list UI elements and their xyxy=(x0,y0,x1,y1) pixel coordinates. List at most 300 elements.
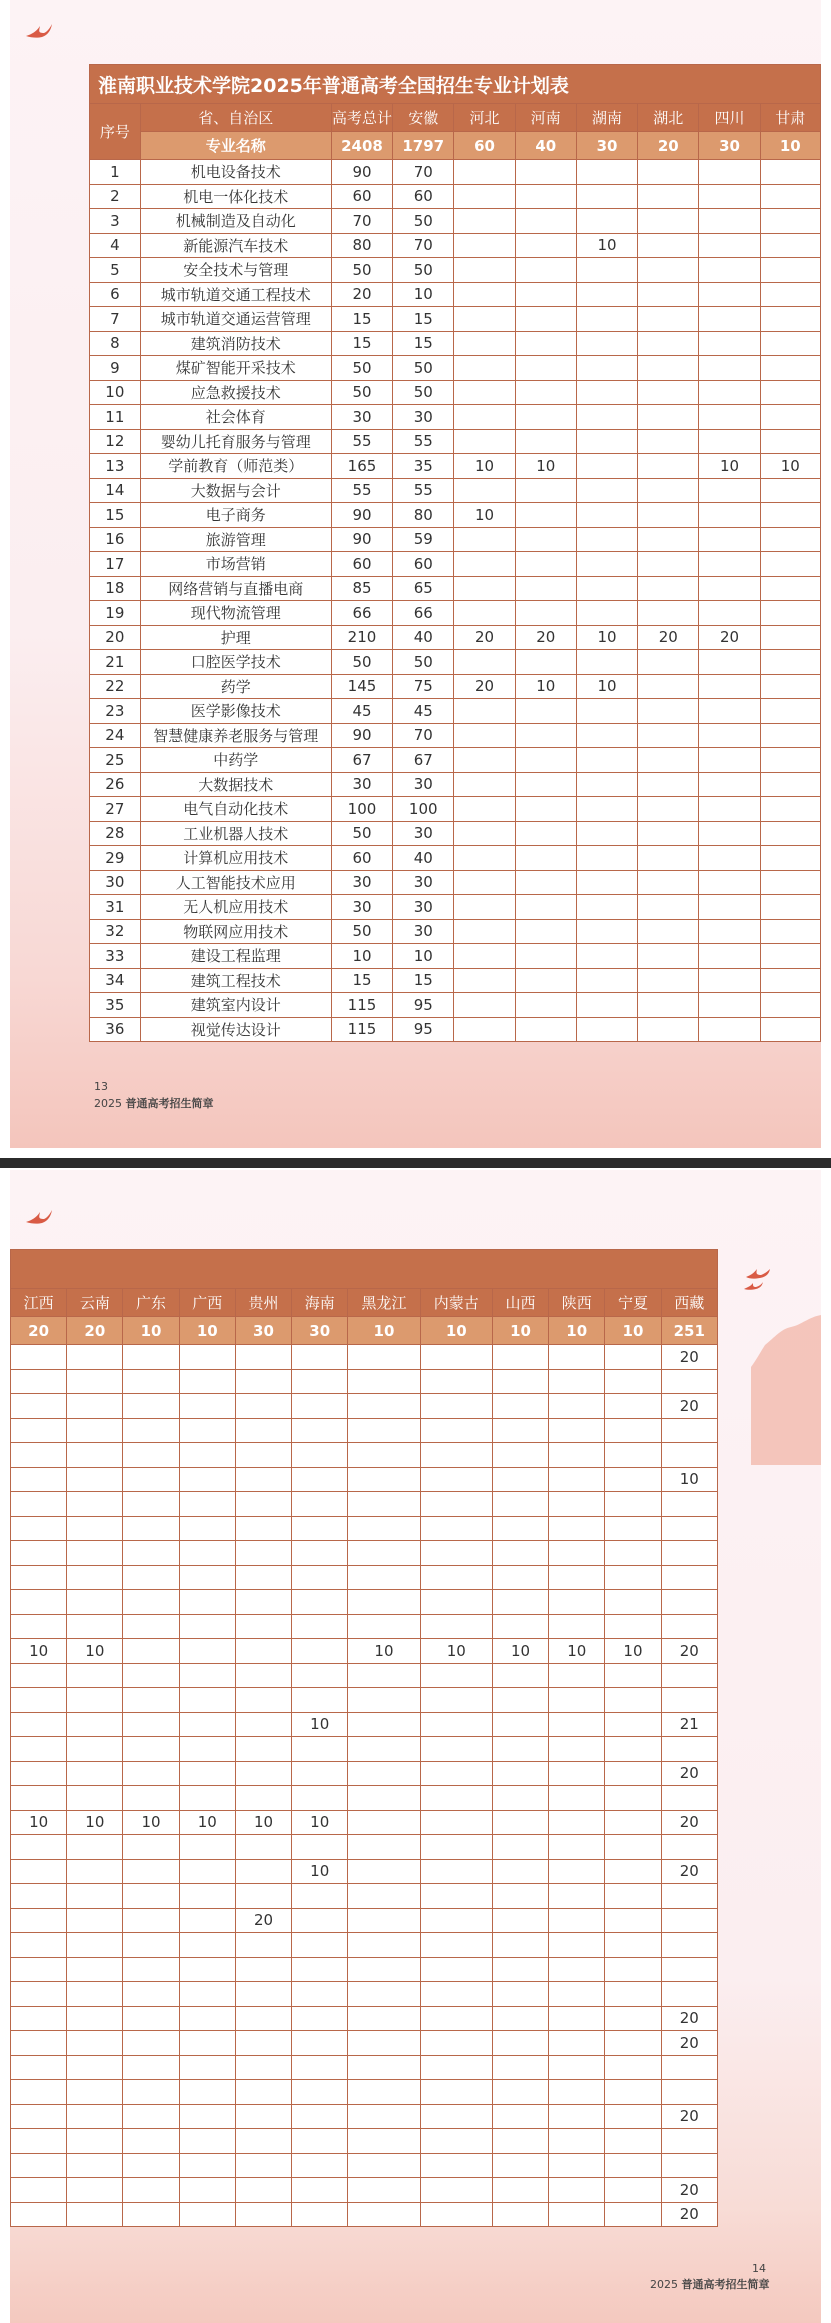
quota-cell xyxy=(179,2178,235,2203)
province-total: 30 xyxy=(292,1317,348,1345)
table-row xyxy=(11,1835,718,1860)
quota-cell: 50 xyxy=(331,821,392,846)
quota-cell xyxy=(292,1492,348,1517)
quota-cell xyxy=(123,1957,179,1982)
quota-cell xyxy=(11,1859,67,1884)
quota-cell xyxy=(11,1835,67,1860)
quota-cell: 20 xyxy=(661,1345,717,1370)
table-row xyxy=(11,1712,718,1737)
table-row xyxy=(11,2080,718,2105)
quota-cell xyxy=(576,160,637,185)
quota-cell xyxy=(67,2104,123,2129)
quota-cell xyxy=(760,895,820,920)
quota-cell xyxy=(515,576,576,601)
quota-cell: 30 xyxy=(393,772,454,797)
quota-cell xyxy=(420,1541,492,1566)
quota-cell: 10 xyxy=(393,944,454,969)
quota-cell xyxy=(699,503,760,528)
quota-cell xyxy=(235,2178,291,2203)
footer-caption xyxy=(94,1095,214,1111)
quota-cell xyxy=(549,2153,605,2178)
quota-cell xyxy=(661,1541,717,1566)
quota-cell xyxy=(11,2006,67,2031)
quota-cell xyxy=(760,209,820,234)
quota-cell: 10 xyxy=(235,1810,291,1835)
table-row xyxy=(11,2055,718,2080)
major-name: 医学影像技术 xyxy=(140,699,331,724)
table-row xyxy=(90,160,821,185)
quota-cell xyxy=(576,650,637,675)
province-col-header: 海南 xyxy=(292,1289,348,1317)
quota-cell xyxy=(292,2104,348,2129)
quota-cell xyxy=(420,1492,492,1517)
quota-cell xyxy=(605,2129,661,2154)
quota-cell xyxy=(235,1761,291,1786)
table-row xyxy=(11,1541,718,1566)
quota-cell: 70 xyxy=(393,160,454,185)
quota-cell: 50 xyxy=(331,356,392,381)
quota-cell xyxy=(699,307,760,332)
province-total: 1797 xyxy=(393,132,454,160)
quota-cell xyxy=(699,1017,760,1042)
quota-cell xyxy=(515,723,576,748)
quota-cell xyxy=(11,1712,67,1737)
quota-cell: 50 xyxy=(331,258,392,283)
quota-cell xyxy=(760,846,820,871)
quota-cell xyxy=(661,1884,717,1909)
quota-cell xyxy=(638,503,699,528)
province-col-header: 内蒙古 xyxy=(420,1289,492,1317)
quota-cell xyxy=(549,1394,605,1419)
quota-cell xyxy=(11,1541,67,1566)
table-row xyxy=(90,821,821,846)
quota-cell xyxy=(123,1737,179,1762)
quota-cell xyxy=(515,552,576,577)
quota-cell xyxy=(420,1590,492,1615)
row-number: 6 xyxy=(90,282,141,307)
quota-cell: 10 xyxy=(11,1810,67,1835)
quota-cell xyxy=(235,2104,291,2129)
quota-cell xyxy=(179,2104,235,2129)
major-name: 视觉传达设计 xyxy=(140,1017,331,1042)
quota-cell xyxy=(348,1565,420,1590)
quota-cell xyxy=(638,797,699,822)
major-name: 应急救援技术 xyxy=(140,380,331,405)
quota-cell xyxy=(348,1982,420,2007)
quota-cell xyxy=(179,1565,235,1590)
province-header: 省、自治区 xyxy=(140,104,331,132)
quota-cell xyxy=(179,1394,235,1419)
quota-cell xyxy=(123,1614,179,1639)
quota-cell xyxy=(661,1492,717,1517)
quota-cell: 10 xyxy=(11,1639,67,1664)
quota-cell xyxy=(492,1590,548,1615)
quota-cell xyxy=(605,1982,661,2007)
quota-cell xyxy=(348,1369,420,1394)
quota-cell xyxy=(549,1663,605,1688)
quota-cell xyxy=(515,821,576,846)
table-row xyxy=(11,1369,718,1394)
quota-cell xyxy=(11,1369,67,1394)
quota-cell xyxy=(638,968,699,993)
quota-cell xyxy=(123,1908,179,1933)
quota-cell xyxy=(292,2178,348,2203)
quota-cell xyxy=(515,356,576,381)
quota-cell xyxy=(549,2006,605,2031)
quota-cell: 20 xyxy=(661,2178,717,2203)
quota-cell: 20 xyxy=(661,1639,717,1664)
quota-cell xyxy=(760,723,820,748)
quota-cell xyxy=(515,429,576,454)
quota-cell xyxy=(292,1663,348,1688)
quota-cell xyxy=(420,1369,492,1394)
quota-cell xyxy=(515,993,576,1018)
quota-cell: 20 xyxy=(454,674,515,699)
quota-cell xyxy=(235,1492,291,1517)
table-row xyxy=(11,1418,718,1443)
quota-cell xyxy=(123,2080,179,2105)
quota-cell xyxy=(699,674,760,699)
quota-cell xyxy=(605,1688,661,1713)
crane-bird-icon xyxy=(24,20,54,44)
quota-cell xyxy=(348,1345,420,1370)
quota-cell xyxy=(67,2202,123,2227)
quota-cell: 66 xyxy=(331,601,392,626)
quota-cell xyxy=(605,1345,661,1370)
quota-cell xyxy=(348,2080,420,2105)
province-total: 2408 xyxy=(331,132,392,160)
quota-cell xyxy=(549,1957,605,1982)
table-row xyxy=(90,846,821,871)
quota-cell xyxy=(348,1418,420,1443)
major-name: 现代物流管理 xyxy=(140,601,331,626)
major-name: 智慧健康养老服务与管理 xyxy=(140,723,331,748)
quota-cell xyxy=(760,552,820,577)
quota-cell xyxy=(420,1565,492,1590)
row-number: 9 xyxy=(90,356,141,381)
quota-cell xyxy=(661,1957,717,1982)
quota-cell xyxy=(67,1394,123,1419)
quota-cell xyxy=(292,1369,348,1394)
quota-cell xyxy=(492,2104,548,2129)
row-number: 7 xyxy=(90,307,141,332)
quota-cell xyxy=(576,772,637,797)
quota-cell xyxy=(760,258,820,283)
table-row xyxy=(11,1810,718,1835)
row-number: 19 xyxy=(90,601,141,626)
quota-cell xyxy=(515,160,576,185)
table-row xyxy=(90,1017,821,1042)
quota-cell xyxy=(576,429,637,454)
page-divider xyxy=(0,1158,831,1168)
quota-cell xyxy=(515,601,576,626)
province-col-header: 广西 xyxy=(179,1289,235,1317)
quota-cell xyxy=(576,405,637,430)
quota-cell xyxy=(67,2153,123,2178)
quota-cell: 30 xyxy=(393,870,454,895)
row-number: 27 xyxy=(90,797,141,822)
quota-cell xyxy=(699,282,760,307)
quota-cell xyxy=(549,1761,605,1786)
quota-cell xyxy=(549,1982,605,2007)
quota-cell: 21 xyxy=(661,1712,717,1737)
table-row xyxy=(90,919,821,944)
major-name: 药学 xyxy=(140,674,331,699)
quota-cell xyxy=(179,2129,235,2154)
table-row xyxy=(90,258,821,283)
quota-cell xyxy=(549,1884,605,1909)
quota-cell xyxy=(420,1345,492,1370)
quota-cell: 115 xyxy=(331,1017,392,1042)
quota-cell xyxy=(67,1688,123,1713)
quota-cell xyxy=(638,356,699,381)
major-name: 口腔医学技术 xyxy=(140,650,331,675)
quota-cell xyxy=(348,1810,420,1835)
row-number: 31 xyxy=(90,895,141,920)
quota-cell xyxy=(699,919,760,944)
table-row xyxy=(90,380,821,405)
table-row xyxy=(90,723,821,748)
quota-cell xyxy=(699,184,760,209)
quota-cell xyxy=(605,1443,661,1468)
quota-cell: 45 xyxy=(393,699,454,724)
quota-cell xyxy=(11,2178,67,2203)
quota-cell xyxy=(661,1835,717,1860)
quota-cell: 10 xyxy=(492,1639,548,1664)
major-name: 工业机器人技术 xyxy=(140,821,331,846)
quota-cell xyxy=(454,601,515,626)
footer-year: 2025 xyxy=(94,1097,122,1110)
quota-cell xyxy=(549,2104,605,2129)
quota-cell xyxy=(549,1467,605,1492)
quota-cell xyxy=(348,2153,420,2178)
quota-cell: 90 xyxy=(331,723,392,748)
quota-cell xyxy=(576,356,637,381)
province-total: 10 xyxy=(420,1317,492,1345)
quota-cell: 67 xyxy=(331,748,392,773)
quota-cell xyxy=(235,2080,291,2105)
quota-cell xyxy=(760,674,820,699)
quota-cell xyxy=(492,1884,548,1909)
quota-cell xyxy=(760,380,820,405)
quota-cell xyxy=(454,748,515,773)
quota-cell xyxy=(292,1908,348,1933)
province-total: 10 xyxy=(549,1317,605,1345)
row-number: 5 xyxy=(90,258,141,283)
quota-cell xyxy=(549,1737,605,1762)
quota-cell xyxy=(492,1810,548,1835)
footer-text: 普通高考招生简章 xyxy=(681,2278,770,2291)
quota-cell xyxy=(515,527,576,552)
quota-cell xyxy=(576,993,637,1018)
quota-cell xyxy=(292,2031,348,2056)
quota-cell xyxy=(760,821,820,846)
quota-cell xyxy=(420,2006,492,2031)
quota-cell xyxy=(515,699,576,724)
quota-cell xyxy=(348,1712,420,1737)
quota-cell xyxy=(235,1884,291,1909)
quota-cell xyxy=(235,1394,291,1419)
quota-cell xyxy=(576,282,637,307)
quota-cell xyxy=(492,1688,548,1713)
quota-cell xyxy=(123,1663,179,1688)
quota-cell xyxy=(454,968,515,993)
quota-cell xyxy=(549,1688,605,1713)
quota-cell xyxy=(454,1017,515,1042)
quota-cell xyxy=(760,968,820,993)
quota-cell xyxy=(454,576,515,601)
table-row xyxy=(11,1786,718,1811)
quota-cell xyxy=(760,993,820,1018)
province-total: 10 xyxy=(605,1317,661,1345)
quota-cell xyxy=(605,1957,661,1982)
quota-cell: 20 xyxy=(661,1394,717,1419)
quota-cell xyxy=(348,1908,420,1933)
quota-cell xyxy=(348,1541,420,1566)
row-number: 23 xyxy=(90,699,141,724)
quota-cell xyxy=(492,1516,548,1541)
quota-cell xyxy=(549,2031,605,2056)
quota-cell xyxy=(760,282,820,307)
quota-cell xyxy=(67,1492,123,1517)
quota-cell: 10 xyxy=(760,454,820,479)
quota-cell xyxy=(549,1345,605,1370)
major-name: 安全技术与管理 xyxy=(140,258,331,283)
quota-cell xyxy=(605,1712,661,1737)
row-number: 35 xyxy=(90,993,141,1018)
table-row xyxy=(11,2006,718,2031)
quota-cell xyxy=(454,772,515,797)
quota-cell xyxy=(420,1786,492,1811)
table-row xyxy=(90,576,821,601)
quota-cell xyxy=(549,2129,605,2154)
quota-cell xyxy=(67,1443,123,1468)
table-row xyxy=(90,454,821,479)
quota-cell xyxy=(179,1516,235,1541)
quota-cell: 115 xyxy=(331,993,392,1018)
quota-cell xyxy=(179,1345,235,1370)
quota-cell xyxy=(515,846,576,871)
quota-cell xyxy=(292,1688,348,1713)
quota-cell: 70 xyxy=(393,723,454,748)
table-row xyxy=(90,699,821,724)
quota-cell xyxy=(515,282,576,307)
quota-cell xyxy=(699,821,760,846)
quota-cell xyxy=(515,650,576,675)
quota-cell: 59 xyxy=(393,527,454,552)
major-name: 婴幼儿托育服务与管理 xyxy=(140,429,331,454)
quota-cell xyxy=(420,2055,492,2080)
quota-cell xyxy=(235,1467,291,1492)
quota-cell xyxy=(699,846,760,871)
quota-cell xyxy=(123,1712,179,1737)
table-row xyxy=(90,993,821,1018)
quota-cell xyxy=(420,1810,492,1835)
quota-cell xyxy=(576,723,637,748)
quota-cell xyxy=(67,1957,123,1982)
row-number: 18 xyxy=(90,576,141,601)
quota-cell xyxy=(67,2129,123,2154)
quota-cell: 40 xyxy=(393,846,454,871)
quota-cell xyxy=(638,821,699,846)
quota-cell xyxy=(515,503,576,528)
quota-cell: 35 xyxy=(393,454,454,479)
quota-cell xyxy=(420,1933,492,1958)
quota-cell xyxy=(292,1541,348,1566)
quota-cell xyxy=(348,2055,420,2080)
row-number: 29 xyxy=(90,846,141,871)
table-row xyxy=(11,2129,718,2154)
quota-cell: 10 xyxy=(515,454,576,479)
quota-cell xyxy=(235,1835,291,1860)
quota-cell xyxy=(420,2153,492,2178)
table-row xyxy=(90,503,821,528)
quota-cell xyxy=(11,1565,67,1590)
quota-cell: 15 xyxy=(393,331,454,356)
quota-cell xyxy=(576,552,637,577)
quota-cell xyxy=(699,429,760,454)
quota-cell: 40 xyxy=(393,625,454,650)
quota-cell xyxy=(605,1394,661,1419)
quota-cell xyxy=(67,1884,123,1909)
row-number: 10 xyxy=(90,380,141,405)
quota-cell xyxy=(760,356,820,381)
quota-cell xyxy=(454,846,515,871)
quota-cell: 10 xyxy=(292,1712,348,1737)
quota-cell xyxy=(123,1982,179,2007)
quota-cell xyxy=(11,1933,67,1958)
quota-cell xyxy=(760,478,820,503)
quota-cell xyxy=(699,699,760,724)
quota-cell xyxy=(454,650,515,675)
quota-cell xyxy=(179,1884,235,1909)
quota-cell xyxy=(492,2153,548,2178)
quota-cell xyxy=(67,1418,123,1443)
quota-cell xyxy=(638,160,699,185)
quota-cell xyxy=(492,1737,548,1762)
quota-cell: 165 xyxy=(331,454,392,479)
quota-cell xyxy=(605,1835,661,1860)
quota-cell xyxy=(454,478,515,503)
quota-cell xyxy=(235,1957,291,1982)
quota-cell: 55 xyxy=(331,429,392,454)
quota-cell xyxy=(661,1737,717,1762)
quota-cell xyxy=(576,895,637,920)
quota-cell xyxy=(179,1933,235,1958)
table-row xyxy=(90,552,821,577)
quota-cell xyxy=(235,1639,291,1664)
quota-cell xyxy=(638,723,699,748)
page-number: 13 xyxy=(94,1080,108,1093)
quota-cell xyxy=(661,1982,717,2007)
quota-cell xyxy=(123,1933,179,1958)
quota-cell: 70 xyxy=(393,233,454,258)
admission-plan-table-continued xyxy=(10,1249,718,2227)
quota-cell xyxy=(420,1614,492,1639)
quota-cell xyxy=(515,797,576,822)
quota-cell: 50 xyxy=(393,380,454,405)
major-name: 城市轨道交通运营管理 xyxy=(140,307,331,332)
province-total: 10 xyxy=(123,1317,179,1345)
quota-cell xyxy=(67,1369,123,1394)
province-total: 10 xyxy=(348,1317,420,1345)
quota-cell xyxy=(492,2031,548,2056)
quota-cell xyxy=(576,380,637,405)
quota-cell xyxy=(123,1884,179,1909)
quota-cell xyxy=(179,1492,235,1517)
quota-cell xyxy=(576,944,637,969)
quota-cell xyxy=(576,919,637,944)
